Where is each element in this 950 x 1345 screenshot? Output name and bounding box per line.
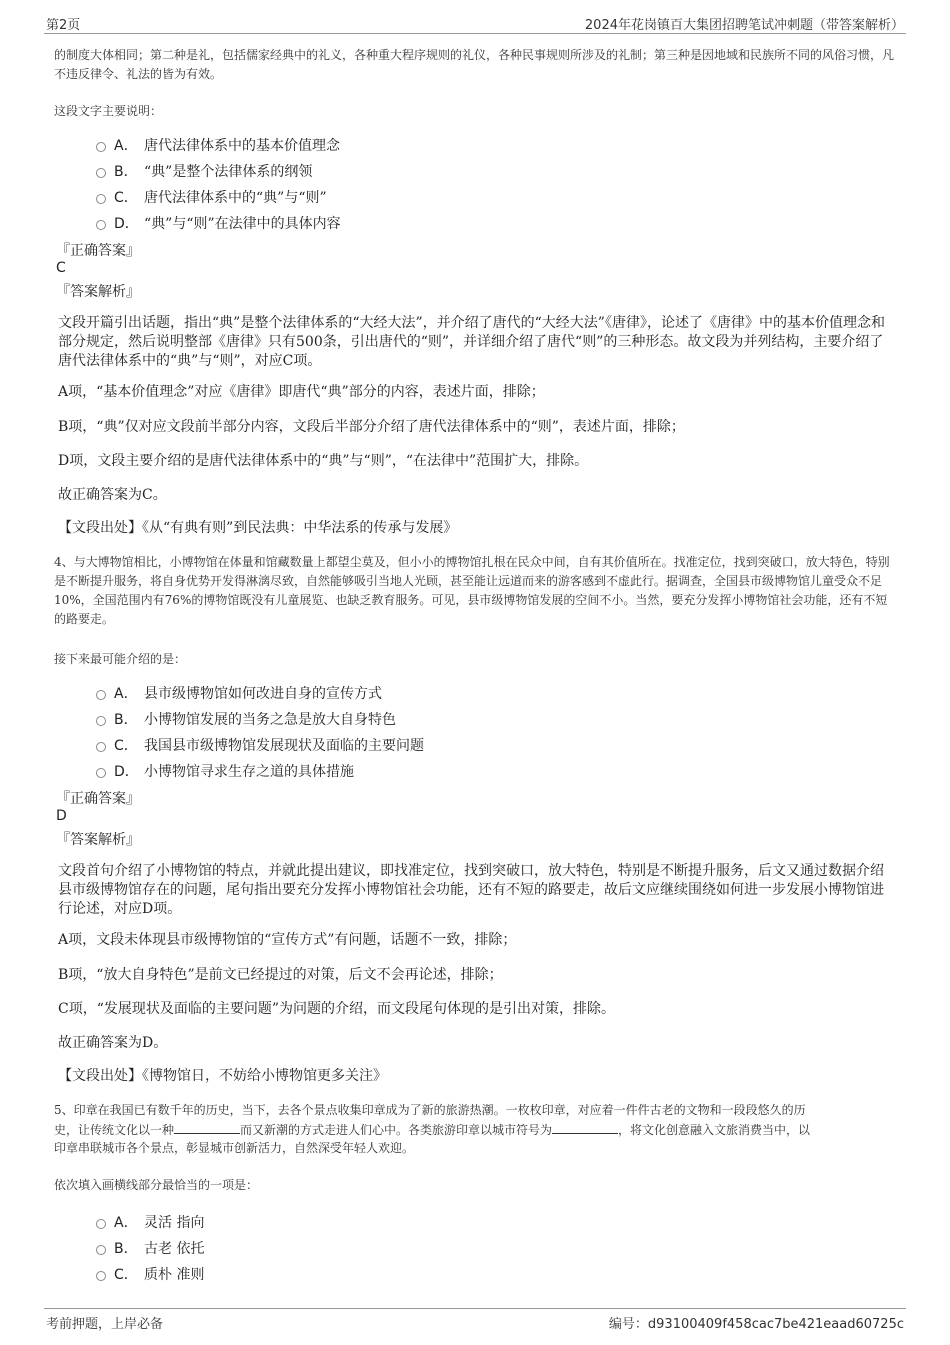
q3-note-b: B项，“典”仅对应文段前半部分内容，文段后半部分介绍了唐代法律体系中的“则”，表述片面，排除； [58,419,685,435]
footer-divider [44,1308,906,1309]
q5-option-c[interactable] [96,1264,204,1284]
q3-analysis-label: 『答案解析』 [56,284,140,300]
radio-icon[interactable] [96,194,106,204]
radio-icon[interactable] [96,1271,106,1281]
q5-prompt: 依次填入画横线部分最恰当的一项是： [54,1178,259,1192]
q3-note-a: A项，“基本价值理念”对应《唐律》即唐代“典”部分的内容，表述片面，排除； [58,384,545,400]
radio-icon[interactable] [96,768,106,778]
q5-text-segment: 史，让传统文化以一种 [54,1123,175,1137]
option-text: 唐代法律体系中的“典”与“则” [144,190,327,206]
option-letter: B． [114,1241,138,1257]
option-letter: C． [114,738,138,754]
option-letter: D． [114,764,139,780]
q4-note-c: C项，“发展现状及面临的主要问题”为问题的介绍，而文段尾句体现的是引出对策，排除。 [58,1001,616,1017]
radio-icon[interactable] [96,142,106,152]
q5-option-a[interactable] [96,1212,204,1232]
q4-analysis-label: 『答案解析』 [56,832,140,848]
q4-analysis: 文段首句介绍了小博物馆的特点，并就此提出建议，即找准定位，找到突破口，放大特色，特别是不断提升服务，后文又通过数据介绍县市级博物馆存在的问题，尾句指出要充分发挥小博物馆社会功能，还有不短的路要走，故后文应继续围绕如何进一步发展小博物馆进行论述，对应D项。 [58,863,884,917]
option-letter: A． [114,1215,138,1231]
q4-note-a: A项，文段未体现县市级博物馆的“宣传方式”有问题，话题不一致，排除； [58,932,517,948]
option-text: 灵活 指向 [144,1215,205,1231]
q3-conclusion: 故正确答案为C。 [58,487,167,503]
q4-source: 【文段出处】《博物馆日，不妨给小博物馆更多关注》 [58,1068,387,1084]
q3-option-c[interactable] [96,187,327,207]
q3-option-d[interactable] [96,213,341,233]
q5-blank-2 [552,1120,618,1134]
q5-option-b[interactable] [96,1238,204,1258]
q4-passage: 4、与大博物馆相比，小博物馆在体量和馆藏数量上都望尘莫及，但小小的博物馆扎根在民众中间，自有其价值所在。找准定位，找到突破口，放大特色，特别是不断提升服务，将自身优势开发得淋漓尽致，自然能够吸引当地人光顾，甚至能让远道而来的游客感到不虚此行。据调查，全国县市级博物馆儿童受众不足10%，全国范围内有76%的博物馆既没有儿童展览、也缺乏教育服务。可见，县市级博物馆发展的空间不小。当然，要充分发挥小博物馆社会功能，还有不短的路要走。 [54,555,890,626]
radio-icon[interactable] [96,690,106,700]
radio-icon[interactable] [96,1245,106,1255]
document-id: 编号：d93100409f458cac7be421eaad60725c [608,1317,904,1332]
header-divider [44,33,906,34]
q5-text-segment: 而又新潮的方式走进人们心中。各类旅游印章以城市符号为 [240,1123,553,1137]
q3-passage: 的制度大体相同；第二种是礼，包括儒家经典中的礼义，各种重大程序规则的礼仪，各种民事规则所涉及的礼制；第三种是因地域和民族所不同的风俗习惯，凡不违反律令、礼法的皆为有效。 [54,48,895,81]
q3-analysis: 文段开篇引出话题，指出“典”是整个法律体系的“大经大法”，并介绍了唐代的“大经大法”《唐律》，论述了《唐律》中的基本价值理念和部分规定，然后说明整部《唐律》只有500条，引出唐代的“则”，并详细介绍了唐代“则”的三种形态。故文段为并列结构，主要介绍了唐代法律体系中的“典”与“则”，对应C项。 [58,315,885,369]
option-text: 唐代法律体系中的基本价值理念 [144,138,340,154]
option-text: “典”是整个法律体系的纲领 [144,164,313,180]
page-number: 第2页 [46,18,81,33]
q4-option-a[interactable] [96,683,382,703]
q5-text-segment: ，将文化创意融入文旅消费当中，以 [618,1123,811,1137]
option-letter: C． [114,1267,138,1283]
radio-icon[interactable] [96,168,106,178]
option-letter: B． [114,712,138,728]
q3-source: 【文段出处】《从“有典有则”到民法典：中华法系的传承与发展》 [58,520,458,536]
document-title: 2024年花岗镇百大集团招聘笔试冲刺题（带答案解析） [584,18,904,33]
option-letter: B． [114,164,138,180]
q4-note-b: B项，“放大自身特色”是前文已经提过的对策，后文不会再论述，排除； [58,967,503,983]
option-letter: D． [114,216,139,232]
option-letter: A． [114,138,138,154]
option-text: 古老 依托 [144,1241,205,1257]
radio-icon[interactable] [96,716,106,726]
q5-passage-line-2 [54,1120,896,1140]
q3-note-d: D项，文段主要介绍的是唐代法律体系中的“典”与“则”，“在法律中”范围扩大，排除。 [58,453,589,469]
q4-option-b[interactable] [96,709,396,729]
option-text: 小博物馆寻求生存之道的具体措施 [144,764,354,780]
q3-prompt: 这段文字主要说明： [54,104,163,118]
footer-slogan: 考前押题，上岸必备 [46,1317,164,1332]
q4-answer-label: 『正确答案』 [56,791,140,807]
option-text: 我国县市级博物馆发展现状及面临的主要问题 [144,738,424,754]
q5-blank-1 [174,1120,240,1134]
q5-passage-line-3: 印章串联城市各个景点，彰显城市创新活力，自然深受年轻人欢迎。 [54,1141,415,1155]
q4-conclusion: 故正确答案为D。 [58,1035,168,1051]
q4-option-d[interactable] [96,761,354,781]
radio-icon[interactable] [96,742,106,752]
q3-option-a[interactable] [96,135,340,155]
option-text: 县市级博物馆如何改进自身的宣传方式 [144,686,382,702]
q3-option-b[interactable] [96,161,312,181]
option-letter: A． [114,686,138,702]
q4-prompt: 接下来最可能介绍的是： [54,652,187,666]
option-text: 小博物馆发展的当务之急是放大自身特色 [144,712,396,728]
option-text: 质朴 准则 [144,1267,205,1283]
q4-option-c[interactable] [96,735,424,755]
q3-answer-label: 『正确答案』 [56,243,140,259]
q4-answer: D [56,808,67,824]
q5-passage-line-1: 5、印章在我国已有数千年的历史，当下，去各个景点收集印章成为了新的旅游热潮。一枚枚印章，对应着一件件古老的文物和一段段悠久的历 [54,1103,806,1117]
radio-icon[interactable] [96,220,106,230]
q3-answer: C [56,260,66,276]
option-text: “典”与“则”在法律中的具体内容 [144,216,341,232]
radio-icon[interactable] [96,1219,106,1229]
option-letter: C． [114,190,138,206]
